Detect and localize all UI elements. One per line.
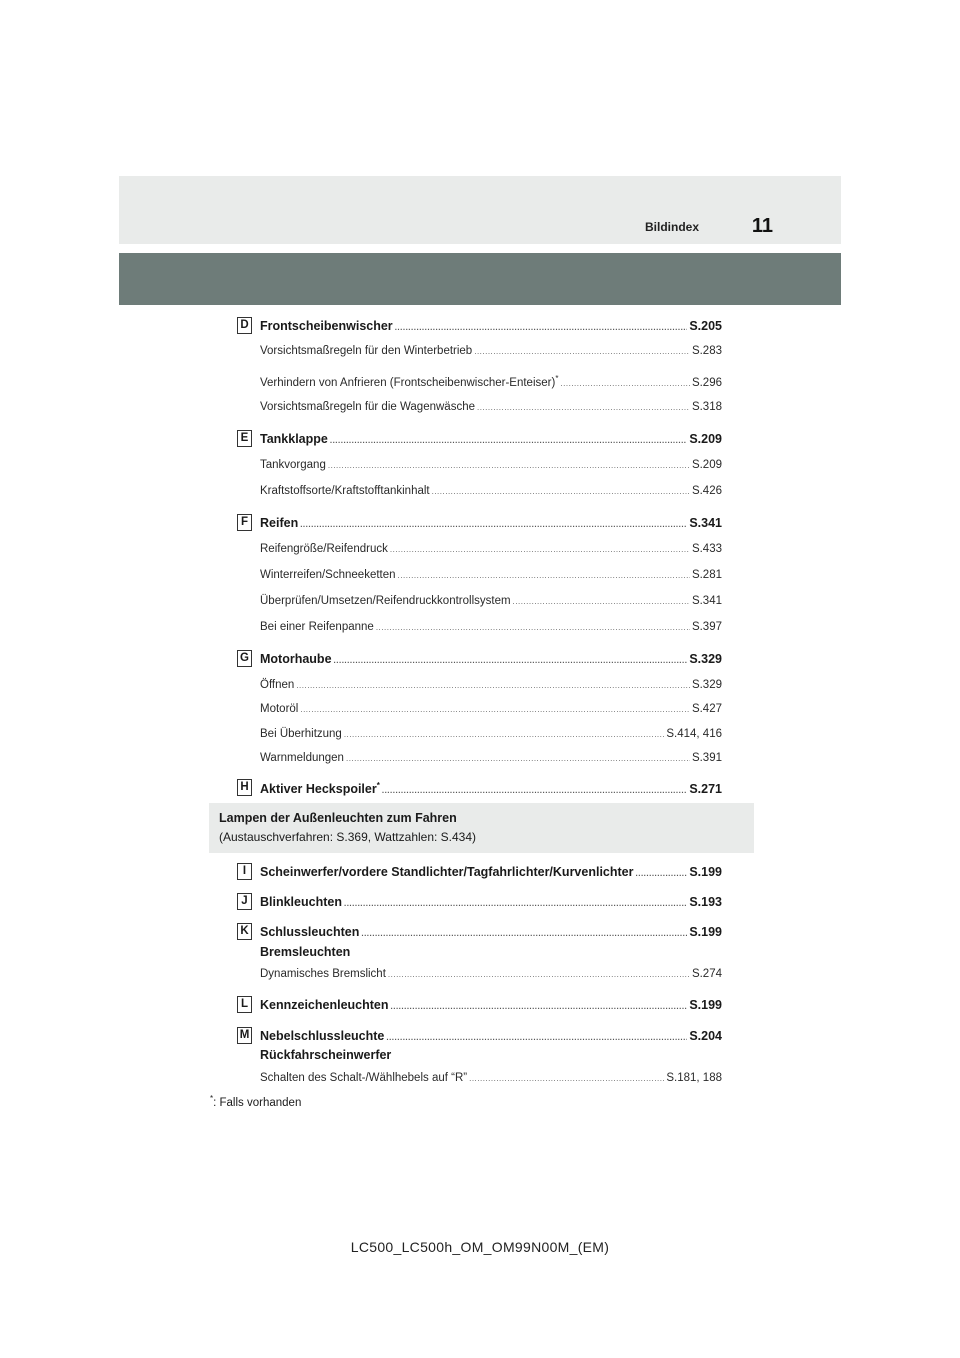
index-entry[interactable] [260, 319, 722, 333]
leader-dots [328, 461, 690, 470]
entry-heading: Bremsleuchten [260, 945, 351, 959]
index-subentry[interactable] [260, 401, 722, 413]
page-reference[interactable]: S.193 [689, 895, 722, 909]
page-reference[interactable]: S.329 [691, 679, 722, 691]
page-reference[interactable]: S.181, 188 [666, 1072, 722, 1084]
page-reference[interactable]: S.271 [689, 782, 722, 797]
document-code: LC500_LC500h_OM_OM99N00M_(EM) [350, 1239, 610, 1255]
index-entry[interactable] [260, 516, 722, 530]
index-subentry[interactable] [260, 752, 722, 764]
lamp-info-box [209, 803, 754, 853]
footnote-text: : Falls vorhanden [213, 1096, 302, 1109]
page-reference[interactable]: S.204 [689, 1029, 722, 1043]
leader-dots [390, 545, 690, 554]
section-letter-f: F [237, 514, 252, 531]
index-subentry[interactable] [260, 459, 722, 471]
leader-dots [376, 623, 690, 632]
page-reference[interactable]: S.274 [691, 968, 722, 980]
index-subentry[interactable] [260, 485, 722, 497]
leader-dots [388, 970, 690, 979]
index-entry[interactable] [260, 1029, 722, 1043]
leader-dots [300, 705, 690, 714]
index-subentry[interactable] [260, 595, 722, 607]
section-letter-k: K [237, 923, 252, 940]
entry-label: Reifengröße/Reifendruck [260, 543, 388, 555]
leader-dots [330, 436, 687, 445]
entry-label: Verhindern von Anfrieren (Frontscheibenwischer-Enteiser)* [260, 374, 559, 389]
page-reference[interactable]: S.199 [689, 925, 722, 939]
leader-dots [469, 1074, 664, 1083]
entry-label: Blinkleuchten [260, 895, 342, 909]
index-subentry[interactable] [260, 679, 722, 691]
index-entry[interactable] [260, 865, 722, 879]
index-subentry[interactable] [260, 374, 722, 389]
leader-dots [344, 730, 665, 739]
leader-dots [334, 656, 688, 665]
page-reference[interactable]: S.281 [691, 569, 722, 581]
section-letter-m: M [237, 1027, 252, 1044]
leader-dots [477, 403, 690, 412]
entry-label: Warnmeldungen [260, 752, 344, 764]
section-letter-j: J [237, 893, 252, 910]
entry-label: Motorhaube [260, 652, 332, 666]
page-reference[interactable]: S.426 [691, 485, 722, 497]
section-letter-l: L [237, 996, 252, 1013]
entry-label: Kennzeichenleuchten [260, 998, 389, 1012]
leader-dots [474, 347, 690, 356]
entry-label: Vorsichtsmaßregeln für den Winterbetrieb [260, 345, 473, 357]
leader-dots [636, 869, 688, 878]
page-reference[interactable]: S.205 [689, 319, 722, 333]
section-letter-i: I [237, 863, 252, 880]
entry-label: Dynamisches Bremslicht [260, 968, 386, 980]
entry-label: Bei einer Reifenpanne [260, 621, 374, 633]
index-entry[interactable] [260, 781, 722, 796]
page-reference[interactable]: S.414, 416 [666, 728, 722, 740]
leader-dots [391, 1002, 688, 1011]
page-reference[interactable]: S.199 [689, 998, 722, 1012]
entry-label: Aktiver Heckspoiler* [260, 781, 380, 797]
entry-label: Winterreifen/Schneeketten [260, 569, 396, 581]
leader-dots [300, 520, 687, 529]
page-reference[interactable]: S.296 [691, 376, 722, 389]
entry-label: Motoröl [260, 703, 299, 715]
entry-label: Bei Überhitzung [260, 728, 342, 740]
section-letter-e: E [237, 430, 252, 447]
page-reference[interactable]: S.427 [691, 703, 722, 715]
index-entry[interactable] [260, 925, 722, 939]
leader-dots [361, 929, 687, 938]
entry-label: Nebelschlussleuchte [260, 1029, 385, 1043]
page-reference[interactable]: S.209 [691, 459, 722, 471]
leader-dots [382, 786, 687, 795]
index-subentry[interactable] [260, 569, 722, 581]
leader-dots [346, 754, 690, 763]
header-band [119, 253, 841, 305]
entry-label: Öffnen [260, 679, 295, 691]
footnote-asterisk: * [376, 781, 380, 790]
entry-heading: Rückfahrscheinwerfer [260, 1048, 392, 1062]
section-title: Bildindex [644, 220, 699, 234]
leader-dots [432, 487, 690, 496]
page-number: 11 [751, 215, 773, 237]
page-reference[interactable]: S.209 [689, 432, 722, 446]
page-reference[interactable]: S.283 [691, 345, 722, 357]
index-entry[interactable] [260, 895, 722, 909]
index-subentry[interactable] [260, 728, 722, 740]
section-letter-g: G [237, 650, 252, 667]
entry-label: Überprüfen/Umsetzen/Reifendruckkontrollsystem [260, 595, 511, 607]
index-subentry[interactable] [260, 543, 722, 555]
entry-label: Tankvorgang [260, 459, 326, 471]
leader-dots [344, 899, 687, 908]
entry-label: Frontscheibenwischer [260, 319, 393, 333]
page-reference[interactable]: S.329 [689, 652, 722, 666]
footnote-asterisk: * [555, 374, 559, 383]
lamp-info-subtitle: (Austauschverfahren: S.369, Wattzahlen: S.434) [219, 830, 477, 844]
page-reference[interactable]: S.397 [691, 621, 722, 633]
page-reference[interactable]: S.433 [691, 543, 722, 555]
leader-dots [560, 379, 690, 388]
index-subentry[interactable] [260, 621, 722, 633]
footnote [210, 1094, 301, 1109]
leader-dots [296, 681, 690, 690]
entry-label: Schalten des Schalt-/Wählhebels auf “R” [260, 1072, 468, 1084]
leader-dots [513, 597, 690, 606]
index-subentry[interactable] [260, 345, 722, 357]
entry-label: Tankklappe [260, 432, 328, 446]
entry-label: Vorsichtsmaßregeln für die Wagenwäsche [260, 401, 475, 413]
index-subentry[interactable] [260, 703, 722, 715]
index-entry[interactable] [260, 432, 722, 446]
page-reference[interactable]: S.341 [689, 516, 722, 530]
index-subentry[interactable] [260, 968, 722, 980]
index-subentry[interactable] [260, 1072, 722, 1084]
entry-label: Kraftstoffsorte/Kraftstofftankinhalt [260, 485, 430, 497]
page-reference[interactable]: S.341 [691, 595, 722, 607]
footnote-mark: * [210, 1094, 214, 1103]
leader-dots [395, 323, 688, 332]
header-bar [119, 176, 841, 244]
page-reference[interactable]: S.199 [689, 865, 722, 879]
leader-dots [386, 1033, 687, 1042]
entry-label: Scheinwerfer/vordere Standlichter/Tagfahrlichter/Kurvenlichter [260, 865, 634, 879]
index-entry[interactable] [260, 652, 722, 666]
page-reference[interactable]: S.391 [691, 752, 722, 764]
leader-dots [398, 571, 690, 580]
page-reference[interactable]: S.318 [691, 401, 722, 413]
entry-label: Schlussleuchten [260, 925, 360, 939]
index-entry[interactable] [260, 998, 722, 1012]
entry-label: Reifen [260, 516, 299, 530]
lamp-info-title: Lampen der Außenleuchten zum Fahren [219, 811, 457, 825]
section-letter-h: H [237, 779, 252, 796]
section-letter-d: D [237, 317, 252, 334]
